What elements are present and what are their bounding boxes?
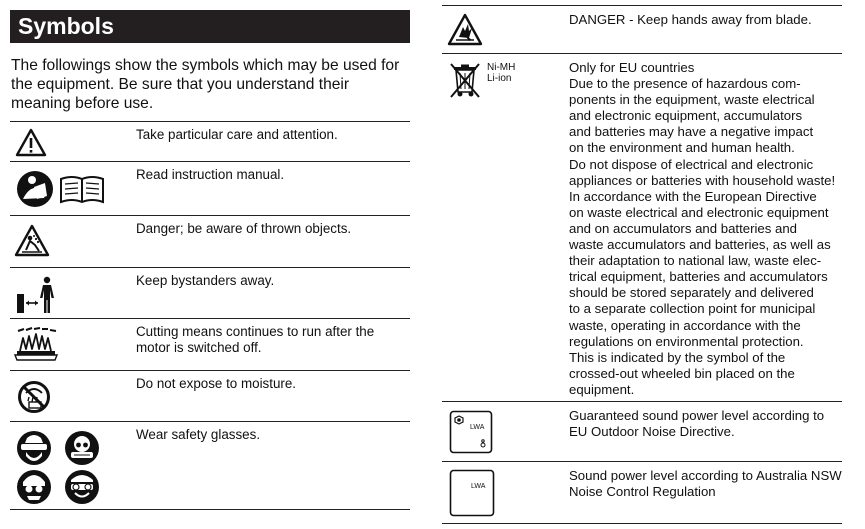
- symbol-row-thrown-objects: [10, 215, 410, 267]
- symbol-row-run-on: [10, 318, 410, 370]
- crossed-bin-icon: [448, 62, 482, 100]
- lwa-label: LWA: [471, 483, 486, 490]
- symbol-description: Do not expose to moisture.: [136, 376, 297, 391]
- symbol-description: Guaranteed sound power level according to EU Outdoor Noise Directive.: [569, 408, 825, 440]
- table-end-line: [10, 509, 410, 510]
- symbol-row-moisture: [10, 370, 410, 421]
- symbol-description: Sound power level according to Australia NSW Noise Control Regulation: [569, 468, 842, 500]
- symbol-description: Danger; be aware of thrown objects.: [136, 221, 352, 236]
- symbol-description: Keep bystanders away.: [136, 273, 275, 288]
- symbol-description: Read instruction manual.: [136, 167, 285, 182]
- symbol-description: DANGER - Keep hands away from blade.: [569, 12, 812, 27]
- symbol-row-bystanders: [10, 267, 410, 318]
- symbol-description: Wear safety glasses.: [136, 427, 261, 442]
- table-end-line: [442, 523, 842, 524]
- section-title: Symbols: [10, 10, 410, 43]
- battery-type-label: Ni-MH Li-ion: [487, 62, 516, 84]
- sound-power-nsw-icon: [449, 469, 495, 517]
- symbol-description: Cutting means continues to run after the motor is switched off.: [136, 324, 375, 355]
- thrown-objects-icon: [14, 224, 50, 258]
- symbol-row-safety-glasses: [10, 421, 410, 509]
- symbol-row-blade-danger: [442, 5, 842, 53]
- symbol-row-weee: [442, 53, 842, 401]
- symbol-row-caution: [10, 121, 410, 161]
- symbol-row-manual: [10, 161, 410, 215]
- no-moisture-icon: [17, 380, 51, 414]
- symbol-row-sound-eu: [442, 401, 842, 461]
- hand-blade-danger-icon: [447, 13, 483, 47]
- safety-gear-icon: [15, 430, 103, 506]
- symbol-description: Only for EU countries Due to the presence of hazardous com- ponents in the equipment, waste electrical and electronic equipment, accumulators and batteries may have a negative impact on the environment and human health. Do not dispose of electrical and electronic appliances or batteries with household waste! In accordance with the European Directive on waste electrical and electronic equipment and on accumulators and batteries and waste accumulators and batteries, as well as their adaptation to national law, waste elec- trical equipment, batteries and accumulators should be stored separately and delivered to a separate collection point for municipal waste, operating in accordance with the regulations on environmental protection. This is indicated by the symbol of the crossed-out wheeled bin placed on the equipment.: [569, 60, 836, 397]
- symbol-description: Take particular care and attention.: [136, 127, 338, 142]
- cutting-continues-icon: [14, 325, 58, 361]
- sound-power-eu-icon: [449, 410, 493, 454]
- left-column: [10, 10, 410, 510]
- intro-paragraph: The followings show the symbols which may be used for the equipment. Be sure that you understand their meaning before use.: [11, 57, 400, 112]
- read-manual-icon: [15, 169, 105, 209]
- symbol-row-sound-nsw: [442, 461, 842, 523]
- keep-bystanders-away-icon: [16, 276, 58, 314]
- right-column: [442, 5, 842, 524]
- warning-triangle-icon: [15, 128, 47, 158]
- lwa-label: LWA: [470, 424, 485, 431]
